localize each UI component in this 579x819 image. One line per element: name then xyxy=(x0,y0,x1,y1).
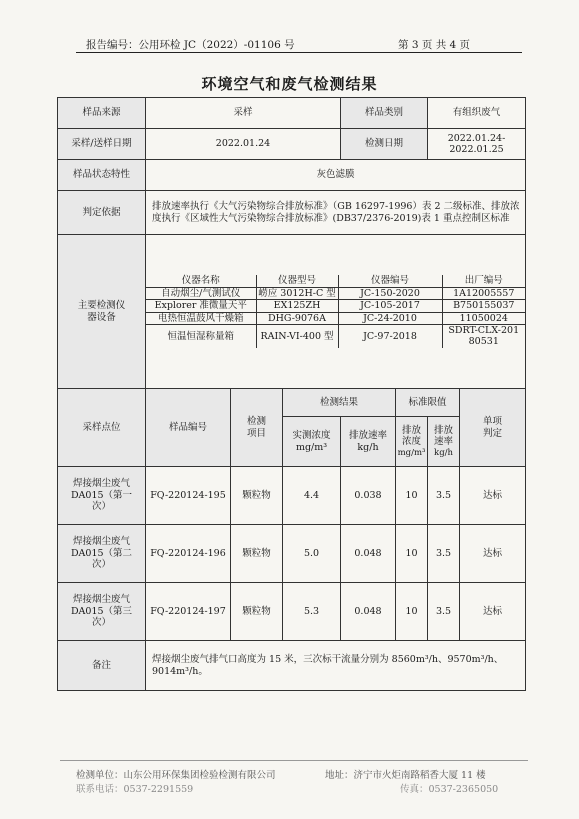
sampling-point xyxy=(58,525,146,583)
equipment-code: JC-24-2010 xyxy=(338,312,442,324)
equipment-name: Explorer 准微量天平 xyxy=(146,300,256,312)
emission-rate: 0.048 xyxy=(341,525,396,583)
equipment-model: 崂应 3012H-C 型 xyxy=(256,287,338,299)
sample-source-value: 采样 xyxy=(146,98,341,129)
col-header-result-group: 检测结果 xyxy=(283,389,396,417)
col-header-sample-no: 样品编号 xyxy=(146,389,231,467)
table-row xyxy=(58,583,526,641)
test-date-label: 检测日期 xyxy=(341,129,428,160)
measured-concentration: 5.0 xyxy=(283,525,341,583)
equipment-serial: SDRT-CLX-20180531 xyxy=(442,324,525,347)
sample-type-label: 样品类别 xyxy=(341,98,428,129)
sample-state-label: 样品状态特性 xyxy=(58,160,146,191)
remark-value: 焊接烟尘废气排气口高度为 15 米，三次标干流量分别为 8560m³/h、9570m³/h、9014m³/h。 xyxy=(146,641,526,691)
emission-rate: 0.048 xyxy=(341,583,396,641)
equipment-header-model: 仪器型号 xyxy=(256,275,338,287)
limit-rate: 3.5 xyxy=(428,467,460,525)
basis-label: 判定依据 xyxy=(58,191,146,235)
equipment-name: 恒温恒湿称量箱 xyxy=(146,324,256,347)
equipment-header-serial: 出厂编号 xyxy=(442,275,525,287)
limit-rate-label: 排放速率 xyxy=(434,425,454,448)
sampling-point xyxy=(58,583,146,641)
measured-concentration: 4.4 xyxy=(283,467,341,525)
col-header-emission-rate xyxy=(341,417,396,467)
table-row xyxy=(58,525,526,583)
judgement: 达标 xyxy=(460,583,526,641)
sample-source-label: 样品来源 xyxy=(58,98,146,129)
limit-rate: 3.5 xyxy=(428,525,460,583)
col-header-point: 采样点位 xyxy=(58,389,146,467)
equipment-name: 自动烟尘/气测试仪 xyxy=(146,287,256,299)
sampling-point-text: 焊接烟尘废气DA015（第一次） xyxy=(70,478,133,513)
limit-conc-label: 排放浓度 xyxy=(401,425,421,448)
equipment-serial: B750155037 xyxy=(442,300,525,312)
sampling-date-label: 采样/送样日期 xyxy=(58,129,146,160)
footer-address: 地址：济宁市火炬南路稻香大厦 11 楼 xyxy=(325,770,486,781)
equipment-serial: 11050024 xyxy=(442,312,525,324)
emission-rate-label: 排放速率 xyxy=(348,430,387,442)
col-header-judgement xyxy=(460,389,526,467)
sampling-point xyxy=(58,467,146,525)
equipment-code: JC-105-2017 xyxy=(338,300,442,312)
equipment-header-name: 仪器名称 xyxy=(146,275,256,287)
limit-concentration: 10 xyxy=(396,467,428,525)
equipment-table xyxy=(146,275,525,347)
sampling-date-value: 2022.01.24 xyxy=(146,129,341,160)
footer-unit: 检测单位：山东公用环保集团检验检测有限公司 xyxy=(76,770,276,781)
limit-rate: 3.5 xyxy=(428,583,460,641)
report-number: 报告编号：公用环检 JC（2022）-01106 号 xyxy=(86,39,295,51)
test-item: 颗粒物 xyxy=(231,525,283,583)
sampling-point-text: 焊接烟尘废气DA015（第二次） xyxy=(70,536,133,571)
emission-rate-unit: kg/h xyxy=(357,441,379,453)
col-header-measured-conc xyxy=(283,417,341,467)
equipment-name: 电热恒温鼓风干燥箱 xyxy=(146,312,256,324)
measured-conc-unit: mg/m³ xyxy=(295,441,328,453)
test-date-value: 2022.01.24-2022.01.25 xyxy=(428,129,526,160)
sample-type-value: 有组织废气 xyxy=(428,98,526,129)
page-title: 环境空气和废气检测结果 xyxy=(201,75,378,93)
equipment-label xyxy=(58,235,146,389)
results-table xyxy=(57,97,526,691)
header-divider xyxy=(76,52,522,53)
judgement: 达标 xyxy=(460,525,526,583)
basis-value: 排放速率执行《大气污染物综合排放标准》（GB 16297-1996）表 2 二级标准、排放浓度执行《区域性大气污染物综合排放标准》(DB37/2376-2019)表 1 重点控制区标准 xyxy=(146,191,526,235)
equipment-code: JC-150-2020 xyxy=(338,287,442,299)
col-header-limit-group: 标准限值 xyxy=(396,389,460,417)
col-header-limit-conc xyxy=(396,417,428,467)
equipment-header-code: 仪器编号 xyxy=(338,275,442,287)
sample-state-value: 灰色滤膜 xyxy=(146,160,526,191)
test-item: 颗粒物 xyxy=(231,583,283,641)
emission-rate: 0.038 xyxy=(341,467,396,525)
footer-tel: 联系电话：0537-2291559 xyxy=(76,784,194,795)
footer-fax: 传真：0537-2365050 xyxy=(400,784,499,795)
limit-conc-unit: mg/m³ xyxy=(397,447,426,458)
measured-concentration: 5.3 xyxy=(283,583,341,641)
footer-divider xyxy=(60,760,528,761)
equipment-label-text: 主要检测仪器设备 xyxy=(77,300,126,323)
limit-rate-unit: kg/h xyxy=(434,447,453,458)
equipment-model: EX125ZH xyxy=(256,300,338,312)
equipment-serial: 1A12005557 xyxy=(442,287,525,299)
equipment-model: RAIN-VI-400 型 xyxy=(256,324,338,347)
measured-conc-label: 实测浓度 xyxy=(292,430,331,442)
page-indicator: 第 3 页 共 4 页 xyxy=(398,39,471,51)
col-header-item-text: 检测项目 xyxy=(246,416,266,439)
equipment-model: DHG-9076A xyxy=(256,312,338,324)
limit-concentration: 10 xyxy=(396,525,428,583)
equipment-code: JC-97-2018 xyxy=(338,324,442,347)
sample-number: FQ-220124-195 xyxy=(146,467,231,525)
sample-number: FQ-220124-196 xyxy=(146,525,231,583)
sampling-point-text: 焊接烟尘废气DA015（第三次） xyxy=(70,594,133,629)
col-header-limit-rate xyxy=(428,417,460,467)
col-header-judgement-text: 单项判定 xyxy=(483,416,503,439)
col-header-item xyxy=(231,389,283,467)
sample-number: FQ-220124-197 xyxy=(146,583,231,641)
remark-label: 备注 xyxy=(58,641,146,691)
judgement: 达标 xyxy=(460,467,526,525)
limit-concentration: 10 xyxy=(396,583,428,641)
table-row xyxy=(58,467,526,525)
test-item: 颗粒物 xyxy=(231,467,283,525)
